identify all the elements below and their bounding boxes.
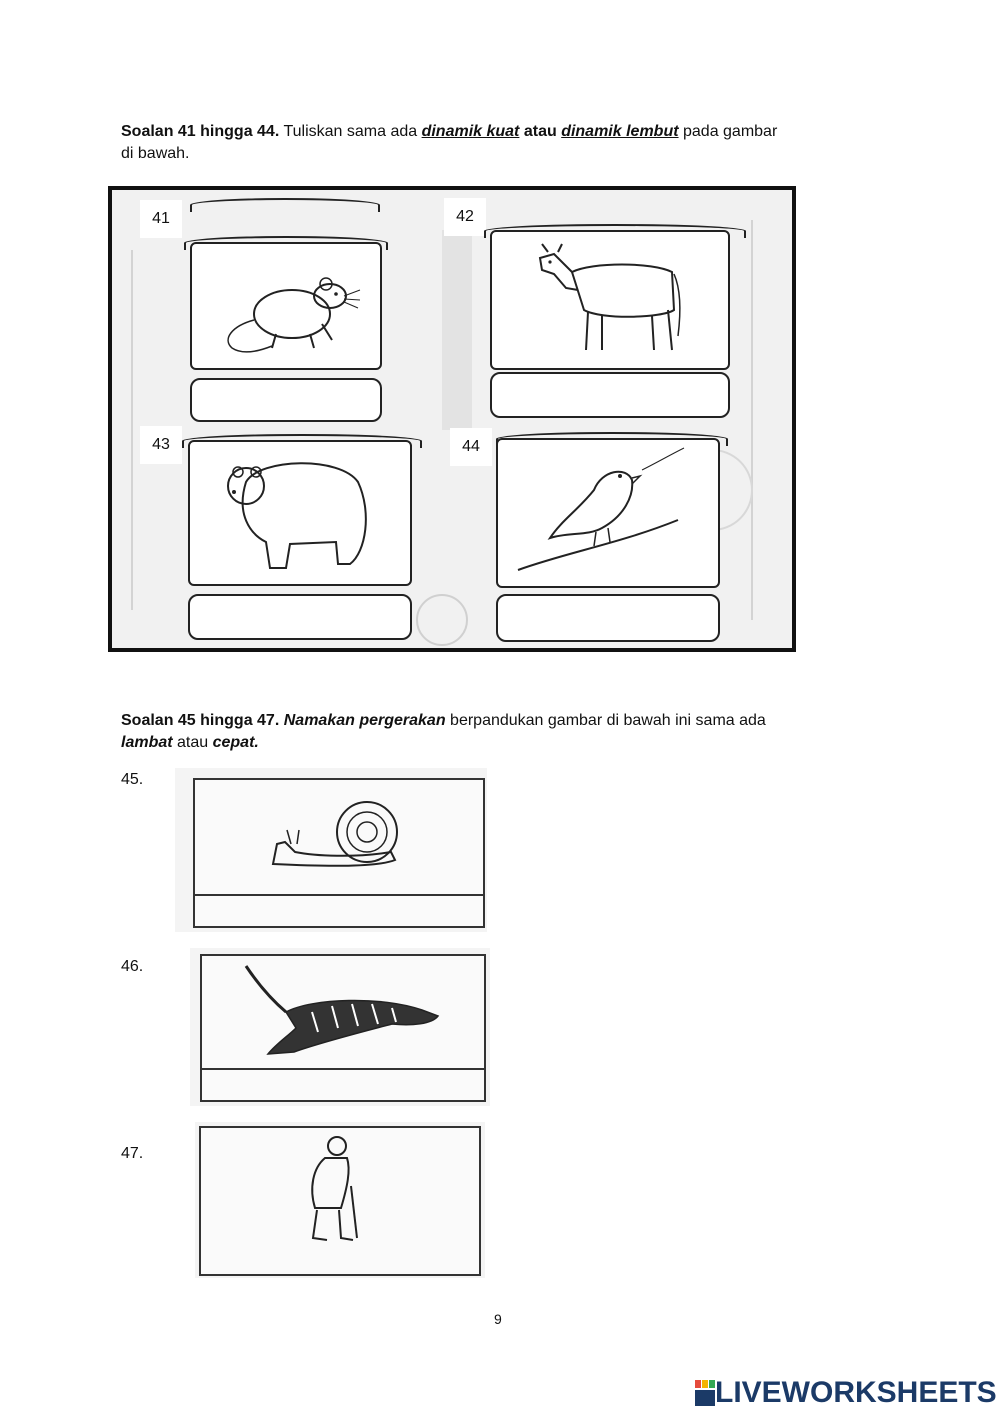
keyword-dinamik-lembut: dinamik lembut xyxy=(561,123,679,140)
dynamics-picture-frame xyxy=(108,186,796,652)
item-45-answer-line xyxy=(195,894,483,896)
item-42-number: 42 xyxy=(444,198,486,236)
keyword-lambat: lambat xyxy=(121,734,173,751)
bear-picture xyxy=(190,442,410,584)
keyword-cepat: cepat. xyxy=(212,734,259,751)
liveworksheets-logo-icon xyxy=(695,1378,715,1408)
item-43-panel xyxy=(188,440,412,586)
item-46-answer-line xyxy=(202,1068,484,1070)
item-47-picture-box xyxy=(195,1122,485,1278)
item-43-number: 43 xyxy=(140,426,182,464)
liveworksheets-logo xyxy=(695,1376,997,1410)
item-47-number: 47. xyxy=(121,1145,144,1162)
section2-text-2: atau xyxy=(172,734,213,751)
item-44-answer-box[interactable] xyxy=(496,594,720,642)
item-45-frame xyxy=(193,778,485,928)
section1-lead: Soalan 41 hingga 44. xyxy=(121,123,280,140)
section2-lead: Soalan 45 hingga 47. xyxy=(121,712,280,729)
tiger-picture xyxy=(202,956,484,1068)
item-46-number: 46. xyxy=(121,958,144,975)
cow-picture xyxy=(492,232,728,368)
item-41-rim xyxy=(190,198,380,212)
keyword-namakan-pergerakan: Namakan pergerakan xyxy=(283,712,446,729)
item-45-number: 45. xyxy=(121,771,144,788)
rat-picture xyxy=(192,244,380,368)
liveworksheets-brand: LIVEWORKSHEETS xyxy=(715,1376,997,1409)
item-44-panel xyxy=(496,438,720,588)
item-44-answer-input[interactable] xyxy=(506,602,710,634)
section1-text-3: pada gambar xyxy=(678,123,778,140)
item-42-panel xyxy=(490,230,730,370)
section2-text-1: berpandukan gambar di bawah ini sama ada xyxy=(445,712,766,729)
keyword-dinamik-kuat: dinamik kuat xyxy=(421,123,520,140)
bird-picture xyxy=(498,440,718,586)
snail-picture xyxy=(195,780,483,890)
item-46-answer-input[interactable] xyxy=(210,1072,476,1098)
item-44-number: 44 xyxy=(450,428,492,466)
item-43-answer-input[interactable] xyxy=(198,602,402,632)
item-45-picture-box xyxy=(175,768,487,932)
item-47-frame xyxy=(199,1126,481,1276)
item-41-number: 41 xyxy=(140,200,182,238)
item-41-panel xyxy=(190,242,382,370)
item-42-answer-box[interactable] xyxy=(490,372,730,418)
section1-text-line2: di bawah. xyxy=(121,145,190,162)
item-45-answer-input[interactable] xyxy=(203,898,475,924)
item-41-answer-box[interactable] xyxy=(190,378,382,422)
item-46-frame xyxy=(200,954,486,1102)
section1-text-2: atau xyxy=(519,123,562,140)
item-42-answer-input[interactable] xyxy=(500,380,720,410)
old-man-picture xyxy=(201,1128,479,1274)
section1-text-1: Tuliskan sama ada xyxy=(279,123,422,140)
page-number: 9 xyxy=(494,1311,502,1327)
section2-instruction xyxy=(121,710,881,754)
item-41-answer-input[interactable] xyxy=(200,386,372,414)
item-43-answer-box[interactable] xyxy=(188,594,412,640)
section1-instruction xyxy=(121,121,881,165)
item-46-picture-box xyxy=(190,948,490,1106)
